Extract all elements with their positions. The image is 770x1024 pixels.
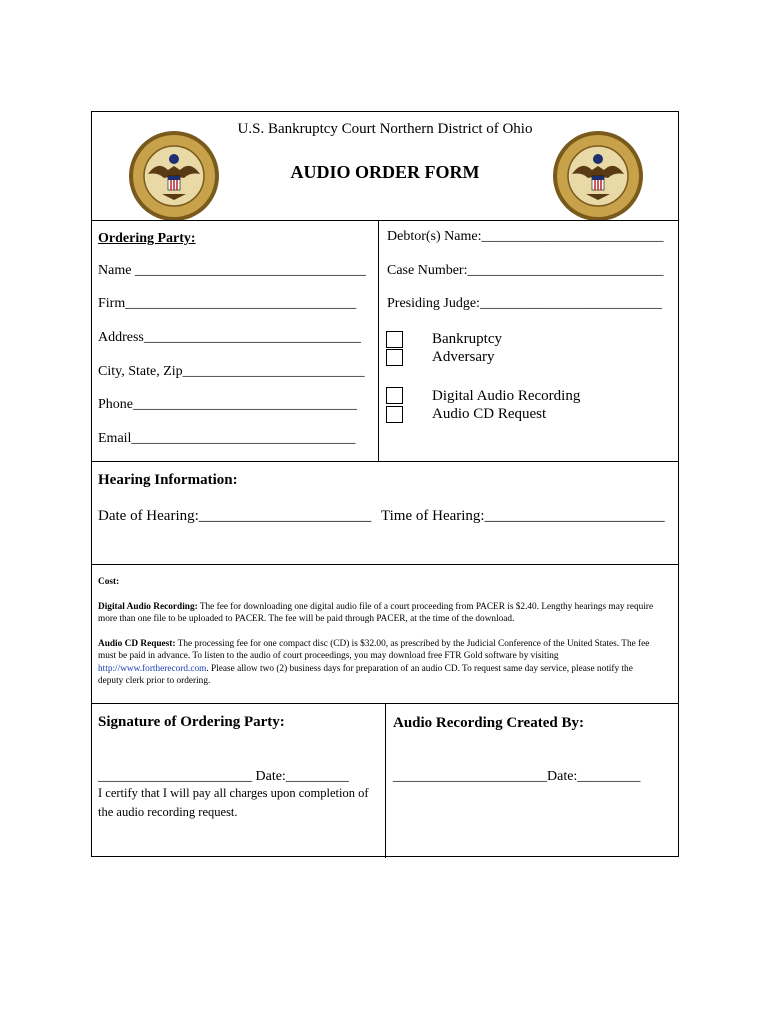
ordering-party-heading: Ordering Party: bbox=[98, 231, 196, 246]
address-field[interactable]: Address_______________________________ bbox=[98, 330, 361, 345]
digital-audio-label: Digital Audio Recording bbox=[432, 388, 581, 404]
date-of-hearing-field[interactable]: Date of Hearing:_______________________ bbox=[98, 508, 372, 524]
adversary-checkbox[interactable] bbox=[386, 349, 403, 366]
created-by-heading: Audio Recording Created By: bbox=[393, 715, 584, 731]
cd-fee-label: Audio CD Request: bbox=[98, 638, 176, 649]
column-divider bbox=[378, 220, 379, 461]
email-field[interactable]: Email________________________________ bbox=[98, 431, 356, 446]
city-state-zip-field[interactable]: City, State, Zip__________________________ bbox=[98, 364, 365, 379]
divider bbox=[92, 220, 678, 221]
phone-field[interactable]: Phone________________________________ bbox=[98, 397, 357, 412]
created-by-line[interactable]: ______________________Date:_________ bbox=[393, 769, 641, 784]
bankruptcy-checkbox[interactable] bbox=[386, 331, 403, 348]
digital-fee-label: Digital Audio Recording: bbox=[98, 601, 198, 612]
signature-heading: Signature of Ordering Party: bbox=[98, 714, 285, 730]
cost-heading: Cost: bbox=[98, 577, 120, 587]
signature-line[interactable]: ______________________ Date:_________ bbox=[98, 769, 349, 784]
audio-order-form bbox=[91, 111, 679, 857]
presiding-judge-field[interactable]: Presiding Judge:__________________________ bbox=[387, 296, 662, 311]
audio-cd-label: Audio CD Request bbox=[432, 406, 547, 422]
fortherecord-link[interactable]: http://www.fortherecord.com bbox=[98, 663, 207, 674]
name-field[interactable]: Name _________________________________ bbox=[98, 263, 366, 278]
cd-fee-text: The processing fee for one compact disc (CD) is $32.00, as prescribed by the Judicial Conference of the United States. The fee must be paid in advance. To listen to the audio of court proceedings, you may download free FTR Gold software by visiting bbox=[98, 638, 650, 661]
cd-fee-paragraph bbox=[98, 638, 658, 688]
court-name: U.S. Bankruptcy Court Northern District of Ohio bbox=[237, 121, 533, 137]
hearing-info-heading: Hearing Information: bbox=[98, 472, 238, 488]
column-divider bbox=[385, 703, 386, 858]
bankruptcy-label: Bankruptcy bbox=[432, 331, 502, 347]
certify-text: I certify that I will pay all charges upon completion of the audio recording request. bbox=[98, 786, 369, 819]
time-of-hearing-field[interactable]: Time of Hearing:________________________ bbox=[381, 508, 665, 524]
firm-field[interactable]: Firm_________________________________ bbox=[98, 296, 357, 311]
form-title: AUDIO ORDER FORM bbox=[290, 162, 480, 182]
cd-fee-text-after: . Please allow two (2) business days for preparation of an audio CD. To request same day service, please notify the deputy clerk prior to ordering. bbox=[98, 663, 633, 686]
digital-fee-paragraph bbox=[98, 601, 658, 626]
digital-audio-checkbox[interactable] bbox=[386, 387, 403, 404]
divider bbox=[92, 461, 678, 462]
audio-cd-checkbox[interactable] bbox=[386, 406, 403, 423]
adversary-label: Adversary bbox=[432, 349, 495, 365]
case-number-field[interactable]: Case Number:____________________________ bbox=[387, 263, 664, 278]
cost-section bbox=[98, 576, 658, 688]
divider bbox=[92, 564, 678, 565]
digital-fee-text: The fee for downloading one digital audio file of a court proceeding from PACER is $2.40. Lengthy hearings may require more than one file to be uploaded to PACER. The fee will be paid through PACER, at the time of the download. bbox=[98, 601, 654, 624]
debtor-name-field[interactable]: Debtor(s) Name:__________________________ bbox=[387, 229, 664, 244]
